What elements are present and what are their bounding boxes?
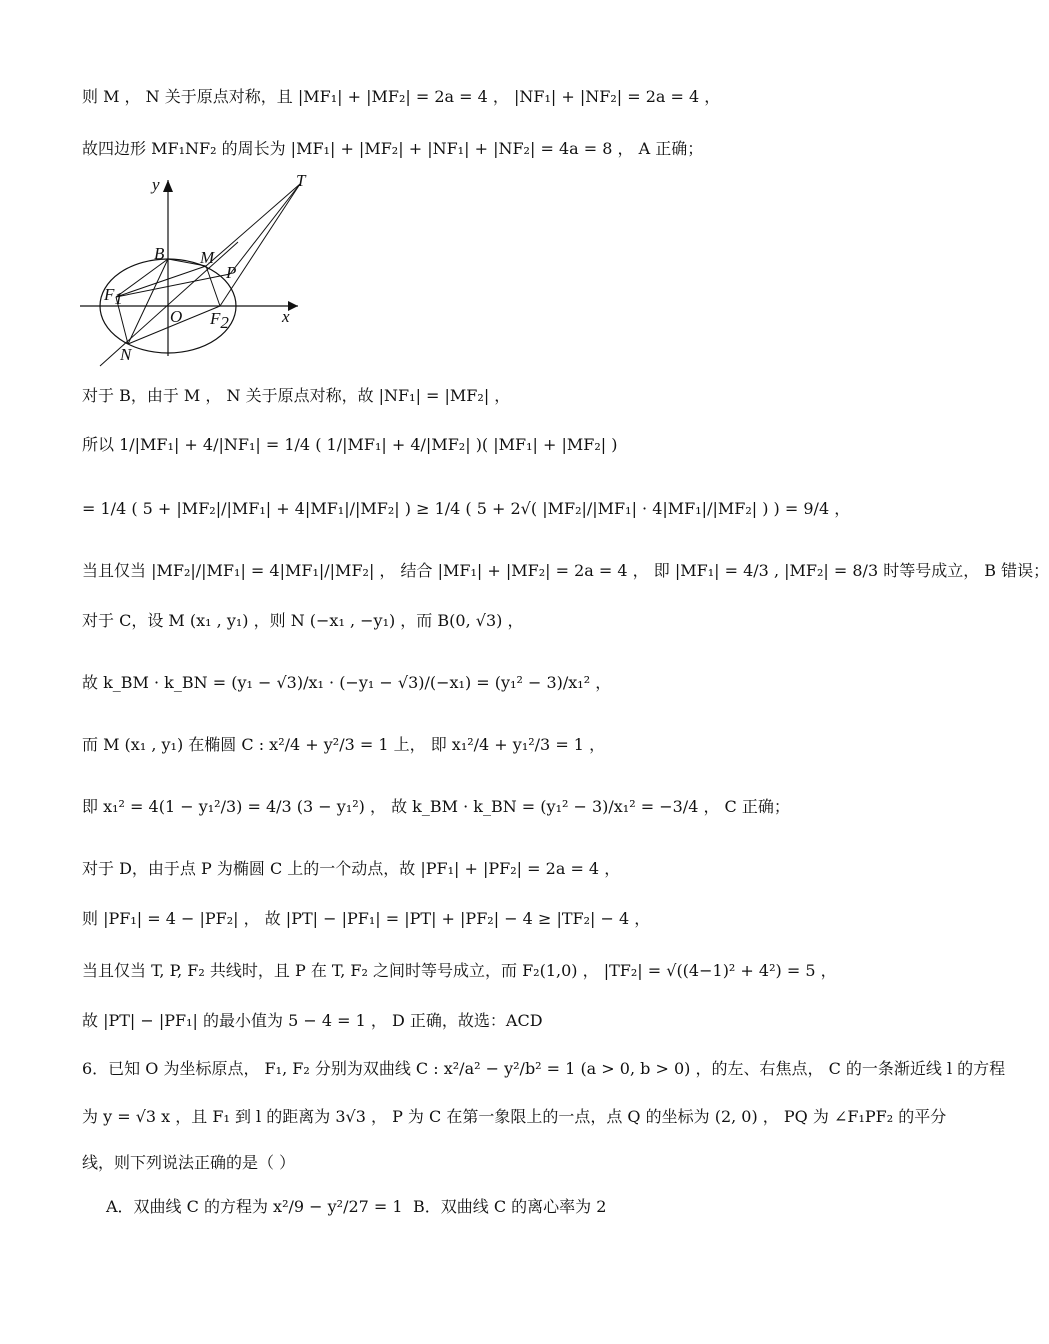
answer-option-text: A．双曲线 C 的方程为 x²/9 − y²/27 = 1 bbox=[106, 1197, 403, 1216]
y-axis-arrow-icon bbox=[163, 180, 173, 192]
text-line-content: 故四边形 MF₁NF₂ 的周长为 |MF₁| + |MF₂| + |NF₁| + |NF₂| = 4a = 8 ， A 正确； bbox=[82, 139, 704, 158]
segment-n-b bbox=[128, 259, 168, 344]
text-line-content: 则 M ， N 关于原点对称，且 |MF₁| + |MF₂| = 2a = 4 ， |NF₁| + |NF₂| = 2a = 4 ， bbox=[82, 87, 721, 106]
label-p: P bbox=[226, 263, 237, 282]
text-line-content: 6．已知 O 为坐标原点， F₁, F₂ 分别为双曲线 C : x²/a² − y²/b² = 1 (a > 0, b > 0) ，的左、右焦点， C 的一条渐近线 l 的方程 bbox=[82, 1059, 1006, 1078]
text-line bbox=[0, 560, 1049, 582]
answer-option bbox=[106, 1196, 403, 1218]
text-line-content: 对于 D，由于点 P 为椭圆 C 上的一个动点，故 |PF₁| + |PF₂| = 2a = 4 ， bbox=[82, 859, 621, 878]
text-line-content: 对于 C，设 M (x₁ , y₁) ，则 N (−x₁ , −y₁) ，而 B(0, √3) ， bbox=[82, 611, 524, 630]
text-line bbox=[0, 1058, 1032, 1080]
label-x: x bbox=[282, 307, 290, 326]
ellipse-diagram bbox=[76, 170, 316, 370]
label-n: N bbox=[120, 345, 132, 364]
text-line-content: 为 y = √3 x ，且 F₁ 到 l 的距离为 3√3 ， P 为 C 在第一象限上的一点，点 Q 的坐标为 (2, 0) ， PQ 为 ∠F₁PF₂ 的平分 bbox=[82, 1107, 947, 1126]
label-b: B bbox=[154, 244, 165, 263]
segment-m-t bbox=[206, 184, 300, 266]
label-y: y bbox=[152, 175, 160, 194]
label-f1: F1 bbox=[104, 285, 123, 308]
text-line-content: = 1/4 ( 5 + |MF₂|/|MF₁| + 4|MF₁|/|MF₂| ) ≥ 1/4 ( 5 + 2√( |MF₂|/|MF₁| · 4|MF₁|/|MF₂| ) ) = 9/4 ， bbox=[82, 499, 851, 518]
text-line bbox=[0, 610, 1032, 632]
segment-t-p bbox=[230, 184, 300, 274]
text-line bbox=[0, 908, 1032, 930]
text-line-content: 所以 1/|MF₁| + 4/|NF₁| = 1/4 ( 1/|MF₁| + 4/|MF₂| )( |MF₁| + |MF₂| ) bbox=[82, 435, 618, 454]
text-line-content: 则 |PF₁| = 4 − |PF₂| ， 故 |PT| − |PF₁| = |PT| + |PF₂| − 4 ≥ |TF₂| − 4 ， bbox=[82, 909, 651, 928]
text-line-content: 故 |PT| − |PF₁| 的最小值为 5 − 4 = 1 ， D 正确，故选：ACD bbox=[82, 1011, 543, 1030]
text-line bbox=[0, 960, 1032, 982]
text-line bbox=[0, 672, 1032, 694]
text-line bbox=[0, 138, 1032, 160]
text-line-content: 线，则下列说法正确的是（ ） bbox=[82, 1153, 296, 1172]
text-line bbox=[0, 858, 1032, 880]
text-line-content: 当且仅当 |MF₂|/|MF₁| = 4|MF₁|/|MF₂| ， 结合 |MF₁| + |MF₂| = 2a = 4 ， 即 |MF₁| = 4/3 , |MF₂| = 8/3 时等号成立， B 错误； bbox=[82, 561, 1049, 580]
text-line bbox=[0, 1152, 1032, 1174]
text-line bbox=[0, 498, 1032, 520]
segment-m-f2 bbox=[206, 266, 220, 306]
text-line bbox=[0, 796, 1032, 818]
text-line-content: 对于 B，由于 M ， N 关于原点对称，故 |NF₁| = |MF₂| ， bbox=[82, 386, 511, 405]
text-line bbox=[0, 1106, 1032, 1128]
text-line-content: 即 x₁² = 4(1 − y₁²/3) = 4/3 (3 − y₁²) ， 故 k_BM · k_BN = (y₁² − 3)/x₁² = −3/4 ， C 正确； bbox=[82, 797, 790, 816]
answer-option-text: B．双曲线 C 的离心率为 2 bbox=[413, 1197, 607, 1216]
segment-t-f2 bbox=[220, 184, 300, 306]
text-line-content: 当且仅当 T, P, F₂ 共线时，且 P 在 T, F₂ 之间时等号成立，而 F₂(1,0) ， |TF₂| = √((4−1)² + 4²) = 5 ， bbox=[82, 961, 837, 980]
label-f2: F2 bbox=[210, 309, 229, 332]
answer-option bbox=[413, 1196, 606, 1218]
text-line-content: 而 M (x₁ , y₁) 在椭圆 C : x²/4 + y²/3 = 1 上， 即 x₁²/4 + y₁²/3 = 1 ， bbox=[82, 735, 606, 754]
text-line bbox=[0, 385, 1032, 407]
text-line bbox=[0, 86, 1032, 108]
text-line bbox=[0, 734, 1032, 756]
label-m: M bbox=[200, 248, 215, 267]
text-line bbox=[0, 1010, 1032, 1032]
label-o: O bbox=[170, 307, 183, 326]
text-line-content: 故 k_BM · k_BN = (y₁ − √3)/x₁ · (−y₁ − √3)/(−x₁) = (y₁² − 3)/x₁² ， bbox=[82, 673, 612, 692]
text-line bbox=[0, 434, 1032, 456]
label-t: T bbox=[296, 171, 306, 190]
